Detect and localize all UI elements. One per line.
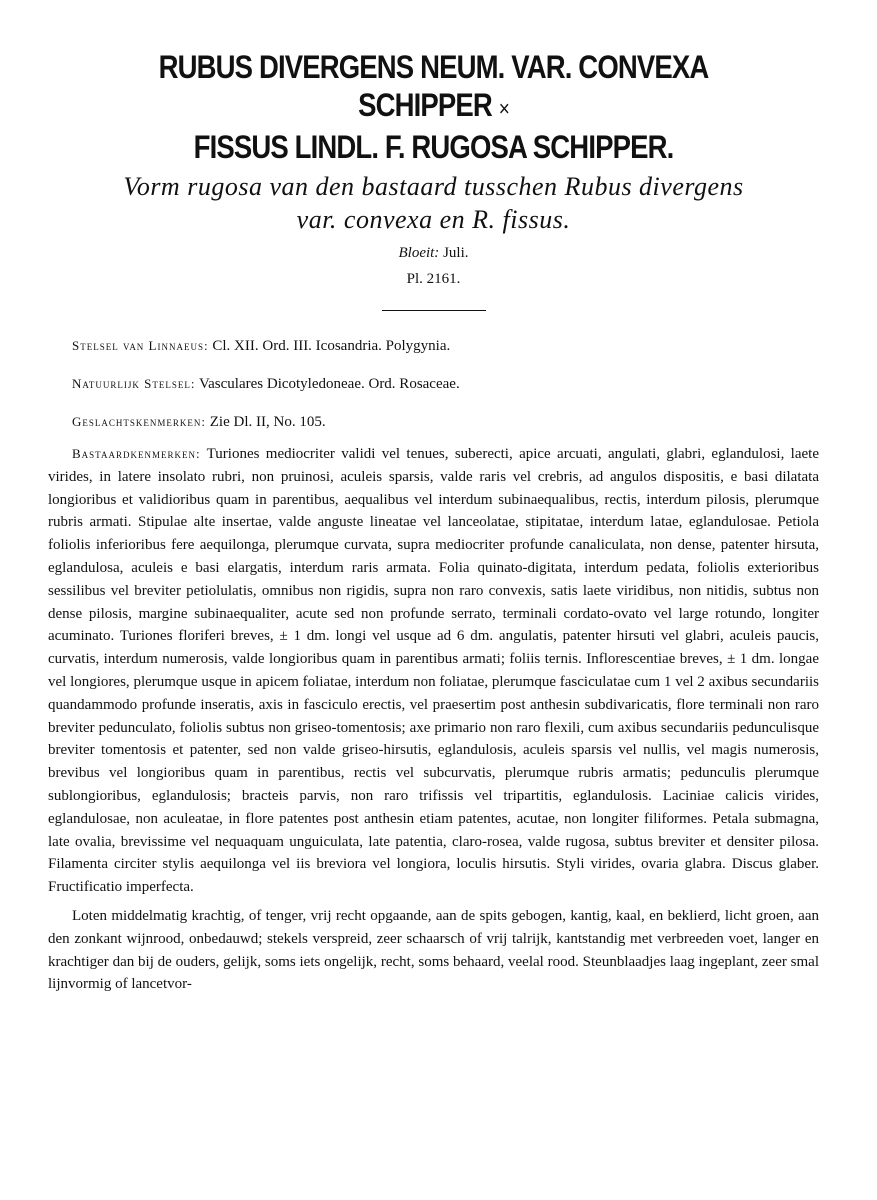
dutch-description-paragraph: Loten middelmatig krachtig, of tenger, vrij recht opgaande, aan de spits gebogen, kantig, kaal, en beklierd, licht groen, aan den zonkant wijnrood, onbedauwd; stekels verspreid, zeer schaarsch of vrij talrijk, kantstandig met verbreeden voet, langer en krachtiger dan bij de ouders, gelijk, soms iets ongelijk, recht, soms behaard, veelal rood. Steunblaadjes laag ingeplant, zeer smal lijnvormig of lancetvor- <box>48 907 819 993</box>
hybrid-cross-symbol: × <box>498 96 509 121</box>
title-line-1-text: RUBUS DIVERGENS NEUM. VAR. CONVEXA SCHIPPER <box>158 49 709 123</box>
field-label: Stelsel van Linnaeus: <box>72 338 209 353</box>
field-label: Geslachtskenmerken: <box>72 414 207 429</box>
flowering-value: Juli. <box>443 245 469 261</box>
page-title <box>102 48 765 166</box>
field-value: Zie Dl. II, No. 105. <box>209 414 326 430</box>
plate-number: Pl. 2161. <box>406 271 461 287</box>
flowering-time <box>48 240 819 266</box>
field-linnaeus <box>72 335 819 357</box>
title-line-2: FISSUS LINDL. F. RUGOSA SCHIPPER. <box>193 129 674 165</box>
hybrid-characters-paragraph <box>48 443 819 899</box>
hybrid-characters-text: Turiones mediocriter validi vel tenues, suberecti, apice arcuati, angulati, glabri, eglandulosi, laete virides, in latere insolato rubri, non pruinosi, aculeis sparsis, valde raris vel crebris, ad angulos dispositis, e basi dilatata longioribus et validioribus quam in parentibus, aequalibus vel interdum subinaequalibus, rectis, interdum pilosis, plerumque rubris armati. Stipulae alte insertae, valde anguste lineatae vel lanceolatae, stipitatae, interdum latae, eglandulosae. Petiola foliolis inferioribus fere aequilonga, plerumque curvata, supra mediocriter profunde canaliculata, non dense, patenter hirsuta, eglandulosa, aculeis e basi elargatis, interdum raris armata. Folia quinato-digitata, interdum pedata, foliolis exterioribus sessilibus vel breviter petiolulatis, omnibus non rigidis, supra non raro convexis, satis laete viridibus, non nitidis, subtus non dense pilosis, margine subinaequaliter, acute sed non profunde serrato, terminali cordato-ovato vel large rotundo, longiter acuminato. Turiones floriferi breves, ± 1 dm. longi vel usque ad 6 dm. angulatis, patenter hirsuti vel glabri, aculeis paucis, curvatis, interdum numerosis, valde longioribus quam in parentibus armati; foliis ternis. Inflorescentiae breves, ± 1 dm. longae vel longiores, plerumque usque in apicem foliatae, interdum non foliatae, plerumque fasciculatae cum 1 vel 2 axibus secundariis quandammodo profunde inseratis, axis in fasciculo erectis, vel praesertim post anthesin subdivaricatis, flore terminali non raro breviter pedunculato, foliolis subtus non griseo-tomentosis; axe primario non raro flexili, cum axibus secundariis pedunculisque breviter tomentosis et patenter, sed non valde griseo-hirsutis, eglandulosis, aculeis sparsis vel nullis, vel magis numerosis, brevibus vel longioribus quam in parentibus, rectis vel subcurvatis, plerumque rubris armatis; pedunculis plerumque sublongioribus, eglandulosis; bracteis parvis, non raro trifissis vel tripartitis, eglandulosis. Laciniae calicis virides, eglandulosae, non aculeatae, in flore patentes post anthesin etiam patentes, acutae, non longiter filiformes. Petala submagna, late ovalia, brevissime vel nequaquam unguiculata, late patentia, claro-rosea, valde rugosa, subtus breviter et densiter pilosa. Filamenta circiter stylis aequilonga vel iis breviora vel longiora, loculis hirsutis. Styli virides, ovaria glabra. Discus glaber. Fructificatio imperfecta. <box>48 446 819 896</box>
field-natural-system <box>72 373 819 395</box>
page-subtitle <box>48 170 819 236</box>
divider <box>382 310 486 311</box>
meta-block <box>48 240 819 292</box>
field-genus-characters <box>72 411 819 433</box>
title-line-1 <box>102 48 765 128</box>
field-value: Cl. XII. Ord. III. Icosandria. Polygynia. <box>212 338 451 354</box>
subtitle-line-1: Vorm rugosa van den bastaard tusschen Rubus divergens <box>123 172 744 201</box>
hybrid-characters-label: Bastaardkenmerken: <box>72 446 201 461</box>
flowering-label: Bloeit: <box>398 245 440 261</box>
field-value: Vasculares Dicotyledoneae. Ord. Rosaceae. <box>198 376 460 392</box>
subtitle-line-2: var. convexa en R. fissus. <box>296 205 571 234</box>
field-label: Natuurlijk Stelsel: <box>72 376 196 391</box>
